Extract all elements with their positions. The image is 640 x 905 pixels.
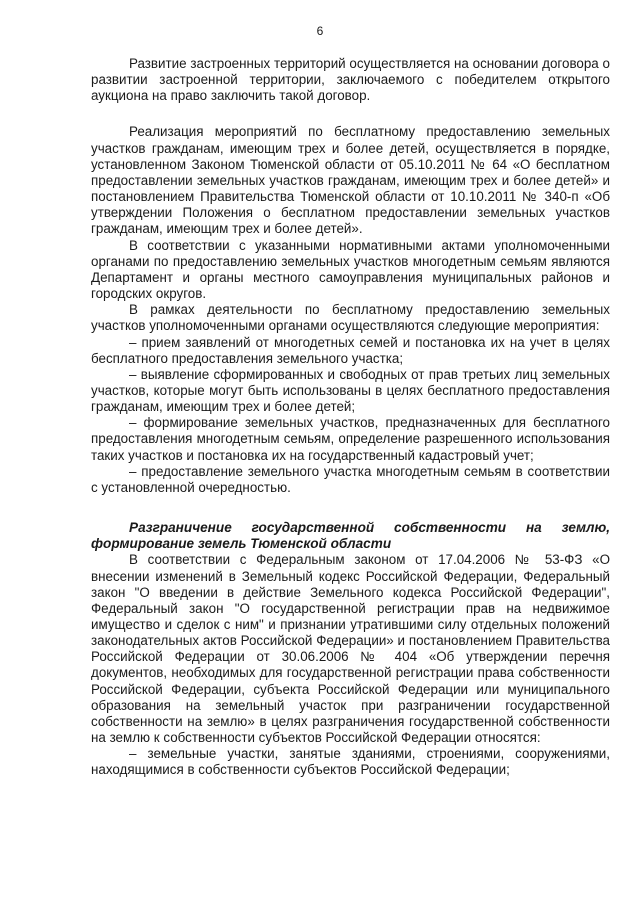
list-item: – формирование земельных участков, предназначенных для бесплатного предоставления многодетным семьям, определение разрешенного использования таких участков и постановка их на государственный кадастровый учет;	[91, 415, 610, 463]
paragraph-authorized-bodies: В соответствии с указанными нормативными актами уполномоченными органами по предоставлению земельных участков многодетным семьям являются Департамент и органы местного самоуправления муниципальных районов и городских округов.	[91, 237, 610, 302]
list-item: – предоставление земельного участка многодетным семьям в соответствии с установленной очередностью.	[91, 463, 610, 495]
paragraph-activities-intro: В рамках деятельности по бесплатному предоставлению земельных участков уполномоченными органами осуществляются следующие мероприятия:	[91, 302, 610, 334]
paragraph-development: Развитие застроенных территорий осуществляется на основании договора о развитии застроенной территории, заключаемого с победителем открытого аукциона на право заключить такой договор.	[91, 56, 610, 104]
list-item: – выявление сформированных и свободных от прав третьих лиц земельных участков, которые могут быть использованы в целях бесплатного предоставления гражданам, имеющим трех и более детей;	[91, 366, 610, 415]
paragraph-large-families: Реализация мероприятий по бесплатному предоставлению земельных участков гражданам, имеющим трех и более детей, осуществляется в порядке, установленном Законом Тюменской области от 05.10.2011 № 64 «О бесплатном предоставлении земельных участков гражданам, имеющим трех и более детей» и постановлением Правительства Тюменской области от 10.10.2011 № 340-п «Об утверждении Положения о бесплатном предоставлении земельных участков гражданам, имеющим трех и более детей».	[91, 124, 610, 237]
list-item: – земельные участки, занятые зданиями, строениями, сооружениями, находящимися в собственности субъектов Российской Федерации;	[91, 746, 610, 778]
page-number: 6	[316, 24, 324, 38]
list-item: – прием заявлений от многодетных семей и постановка их на учет в целях бесплатного предоставления земельного участка;	[91, 334, 610, 366]
document-body	[91, 56, 610, 779]
paragraph-federal-law: В соответствии с Федеральным законом от 17.04.2006 № 53-ФЗ «О внесении изменений в Земельный кодекс Российской Федерации, Федеральный закон "О введении в действие Земельного кодекса Российской Федерации", Федеральный закон "О государственной регистрации прав на недвижимое имущество и сделок с ним" и признании утратившими силу отдельных положений законодательных актов Российской Федерации» и постановлением Правительства Российской Федерации от 30.06.2006 № 404 «Об утверждении перечня документов, необходимых для государственной регистрации права собственности Российской Федерации, субъекта Российской Федерации или муниципального образования на земельный участок при разграничении государственной собственности на землю» в целях разграничения государственной собственности на землю к собственности субъектов Российской Федерации относятся:	[91, 552, 610, 746]
section-heading: Разграничение государственной собственности на землю, формирование земель Тюменской области	[91, 520, 610, 552]
